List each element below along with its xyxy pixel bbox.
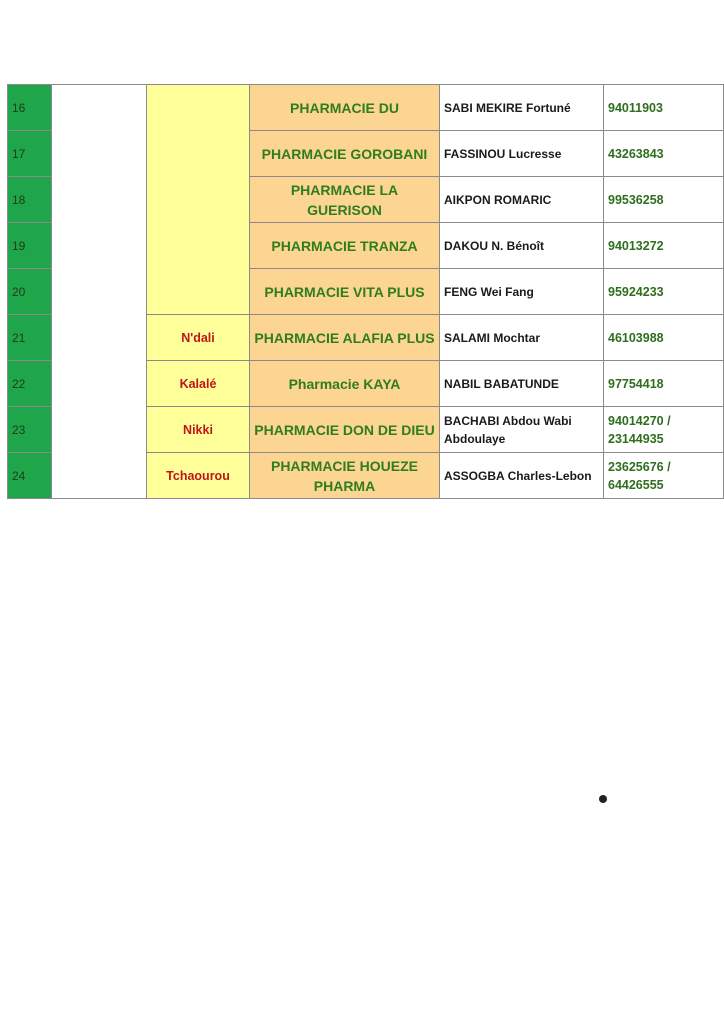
commune-cell [147, 85, 250, 315]
owner-name: FENG Wei Fang [440, 269, 604, 315]
pharmacy-name: PHARMACIE DU [250, 85, 440, 131]
row-number: 16 [8, 85, 52, 131]
phone-number: 95924233 [604, 269, 724, 315]
row-number: 19 [8, 223, 52, 269]
owner-name: NABIL BABATUNDE [440, 361, 604, 407]
pharmacy-name: PHARMACIE HOUEZE PHARMA [250, 453, 440, 499]
pharmacy-table [7, 84, 724, 499]
phone-number: 46103988 [604, 315, 724, 361]
owner-name: DAKOU N. Bénoît [440, 223, 604, 269]
phone-number: 97754418 [604, 361, 724, 407]
commune-cell: Kalalé [147, 361, 250, 407]
row-number: 17 [8, 131, 52, 177]
phone-number: 99536258 [604, 177, 724, 223]
pharmacy-name: PHARMACIE TRANZA [250, 223, 440, 269]
owner-name: SALAMI Mochtar [440, 315, 604, 361]
phone-number: 94011903 [604, 85, 724, 131]
pharmacy-name: PHARMACIE ALAFIA PLUS [250, 315, 440, 361]
pharmacy-name: PHARMACIE DON DE DIEU [250, 407, 440, 453]
row-number: 22 [8, 361, 52, 407]
owner-name: FASSINOU Lucresse [440, 131, 604, 177]
owner-name: ASSOGBA Charles-Lebon [440, 453, 604, 499]
pharmacy-name: PHARMACIE VITA PLUS [250, 269, 440, 315]
row-number: 24 [8, 453, 52, 499]
commune-cell: Nikki [147, 407, 250, 453]
pharmacy-name: Pharmacie KAYA [250, 361, 440, 407]
phone-number: 94014270 / 23144935 [604, 407, 724, 453]
commune-cell: Tchaourou [147, 453, 250, 499]
pharmacy-name: PHARMACIE LA GUERISON [250, 177, 440, 223]
department-cell [52, 85, 147, 499]
owner-name: SABI MEKIRE Fortuné [440, 85, 604, 131]
table-row [8, 85, 724, 131]
stray-dot [599, 795, 607, 803]
phone-number: 43263843 [604, 131, 724, 177]
row-number: 18 [8, 177, 52, 223]
phone-number: 94013272 [604, 223, 724, 269]
owner-name: BACHABI Abdou Wabi Abdoulaye [440, 407, 604, 453]
owner-name: AIKPON ROMARIC [440, 177, 604, 223]
row-number: 20 [8, 269, 52, 315]
commune-cell: N'dali [147, 315, 250, 361]
row-number: 21 [8, 315, 52, 361]
row-number: 23 [8, 407, 52, 453]
phone-number: 23625676 / 64426555 [604, 453, 724, 499]
pharmacy-name: PHARMACIE GOROBANI [250, 131, 440, 177]
